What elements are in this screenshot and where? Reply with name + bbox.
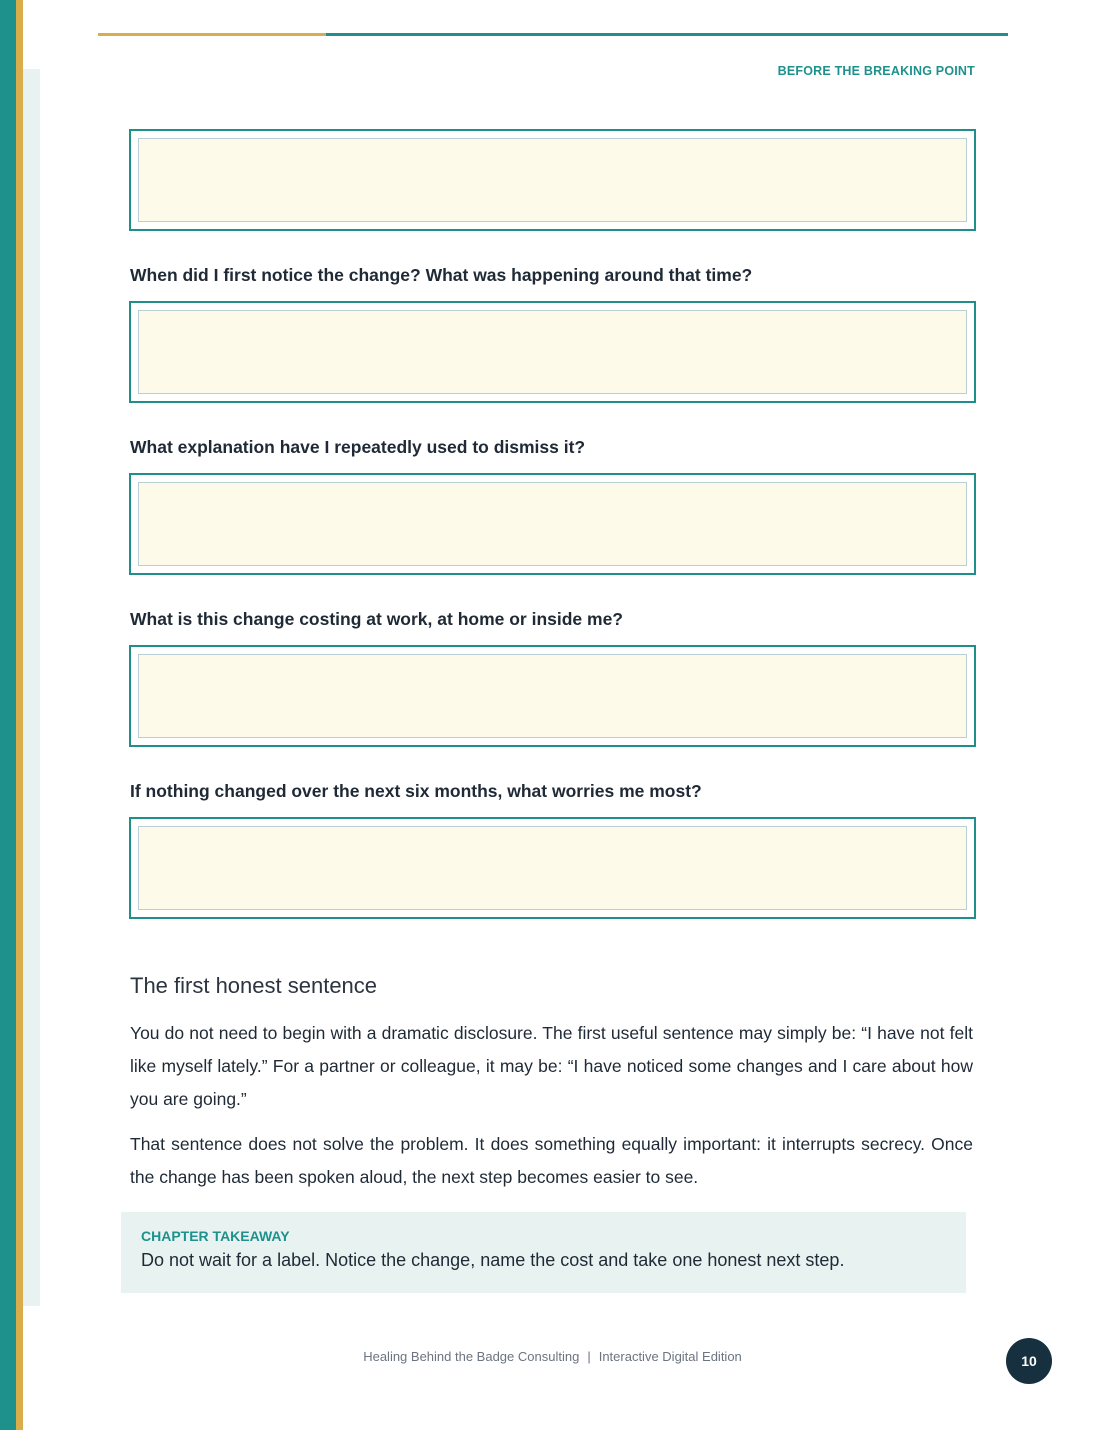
takeaway-label: CHAPTER TAKEAWAY bbox=[141, 1228, 290, 1244]
question-4: If nothing changed over the next six months, what worries me most? bbox=[130, 781, 702, 801]
answer-box[interactable] bbox=[129, 645, 976, 747]
page-number-badge: 10 bbox=[1006, 1338, 1052, 1384]
footer-edition: Interactive Digital Edition bbox=[598, 1349, 742, 1364]
top-rule-gold bbox=[98, 33, 326, 36]
answer-box[interactable] bbox=[129, 129, 976, 231]
footer-publisher: Healing Behind the Badge Consulting bbox=[363, 1349, 580, 1364]
body-paragraph: You do not need to begin with a dramatic disclosure. The first useful sentence may simply be: “I have not felt like myself lately.” For a partner or colleague, it may be: “I have noticed some changes and I care about how you are going.” bbox=[130, 1023, 973, 1109]
footer bbox=[0, 1349, 1105, 1364]
chapter-takeaway-box bbox=[121, 1212, 966, 1293]
answer-field[interactable] bbox=[138, 482, 967, 566]
answer-box[interactable] bbox=[129, 301, 976, 403]
section-title: The first honest sentence bbox=[130, 973, 378, 998]
top-rule-teal bbox=[326, 33, 1008, 36]
left-gold-stripe bbox=[16, 0, 23, 1430]
question-2: What explanation have I repeatedly used to dismiss it? bbox=[130, 437, 586, 457]
answer-box[interactable] bbox=[129, 817, 976, 919]
answer-field[interactable] bbox=[138, 138, 967, 222]
left-teal-stripe bbox=[0, 0, 16, 1430]
footer-separator: | bbox=[587, 1349, 591, 1364]
side-panel bbox=[23, 69, 40, 1306]
question-3: What is this change costing at work, at home or inside me? bbox=[130, 609, 623, 629]
answer-field[interactable] bbox=[138, 654, 967, 738]
body-paragraph: That sentence does not solve the problem. It does something equally important: it interrupts secrecy. Once the change has been spoken aloud, the next step becomes easier to see. bbox=[130, 1134, 973, 1187]
running-head: BEFORE THE BREAKING POINT bbox=[777, 64, 975, 78]
answer-field[interactable] bbox=[138, 310, 967, 394]
takeaway-text: Do not wait for a label. Notice the change, name the cost and take one honest next step. bbox=[141, 1250, 845, 1270]
answer-box[interactable] bbox=[129, 473, 976, 575]
answer-field[interactable] bbox=[138, 826, 967, 910]
question-1: When did I first notice the change? What was happening around that time? bbox=[130, 265, 753, 285]
